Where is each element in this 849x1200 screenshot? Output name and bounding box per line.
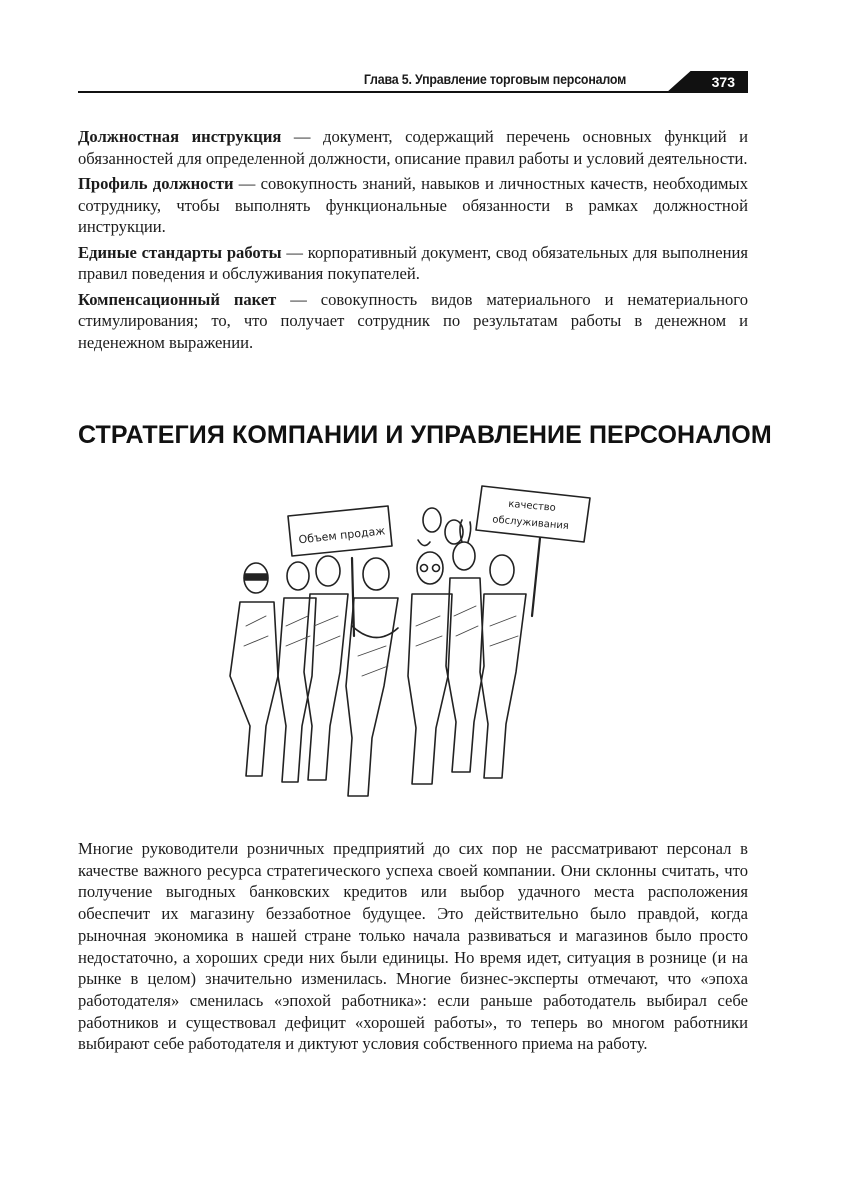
definition-item [78, 289, 748, 354]
sign-right-text-1: качество [507, 498, 557, 514]
definition-item [78, 173, 748, 238]
sign-right [476, 486, 590, 616]
running-header [78, 71, 748, 95]
definition-term: Должностная инструкция [78, 127, 282, 146]
definition-item [78, 126, 748, 169]
header-rule [78, 91, 748, 93]
definition-text: — совокупность знаний, навыков и личностных качеств, необходимых сотруднику, чтобы выполнять функциональные обязанности в рамках должностной инструкции. [78, 174, 748, 236]
definition-term: Единые стандарты работы [78, 242, 282, 262]
protest-illustration [226, 476, 626, 806]
definition-text: — документ, содержащий перечень основных функций и обязанностей для определенной должности, описание правил работы и условий деятельности. [78, 127, 748, 168]
sign-right-text-2: обслуживания [491, 514, 570, 533]
sign-left-text: Объем продаж [297, 524, 386, 547]
page-number: 373 [711, 74, 735, 90]
definition-item [78, 242, 748, 285]
definition-term: Профиль должности [78, 174, 234, 193]
section-title: СТРАТЕГИЯ КОМПАНИИ И УПРАВЛЕНИЕ ПЕРСОНАЛОМ [78, 421, 772, 449]
chapter-title: Глава 5. Управление торговым персоналом [363, 72, 626, 87]
definitions-list [78, 126, 748, 357]
definition-text: — совокупность видов материального и нематериального стимулирования; то, что получает сотрудник по результатам работы в денежном и неденежном выражении. [78, 289, 748, 352]
body-paragraph: Многие руководители розничных предприятий до сих пор не рассматривают персонал в качестве важного ресурса стратегического успеха своей компании. Они склонны считать, что получение выгодных банковских кредитов или выбор удачного места расположения обеспечит их магазину беззаботное будущее. Это действительно было правдой, когда рыночная экономика в нашей стране только начала развиваться и магазинов было просто недостаточно, а хороших среди них были единицы. Но время идет, ситуация в рознице (и на рынке в целом) значительно изменилась. Многие бизнес-эксперты отмечают, что «эпоха работодателя» сменилась «эпохой работника»: если раньше работодатель выбирал себе работников и существовал дефицит «хорошей работы», то теперь во многом работники выбирают себе работодателя и диктуют условия собственного приема на работу. [78, 839, 748, 1054]
definition-term: Компенсационный пакет [78, 289, 277, 309]
crowd-figures [230, 520, 526, 796]
definition-text: — корпоративный документ, свод обязательных для выполнения правил поведения и обслуживания покупателей. [78, 242, 748, 283]
crowd-back [418, 508, 463, 546]
page-number-tab [666, 71, 748, 93]
